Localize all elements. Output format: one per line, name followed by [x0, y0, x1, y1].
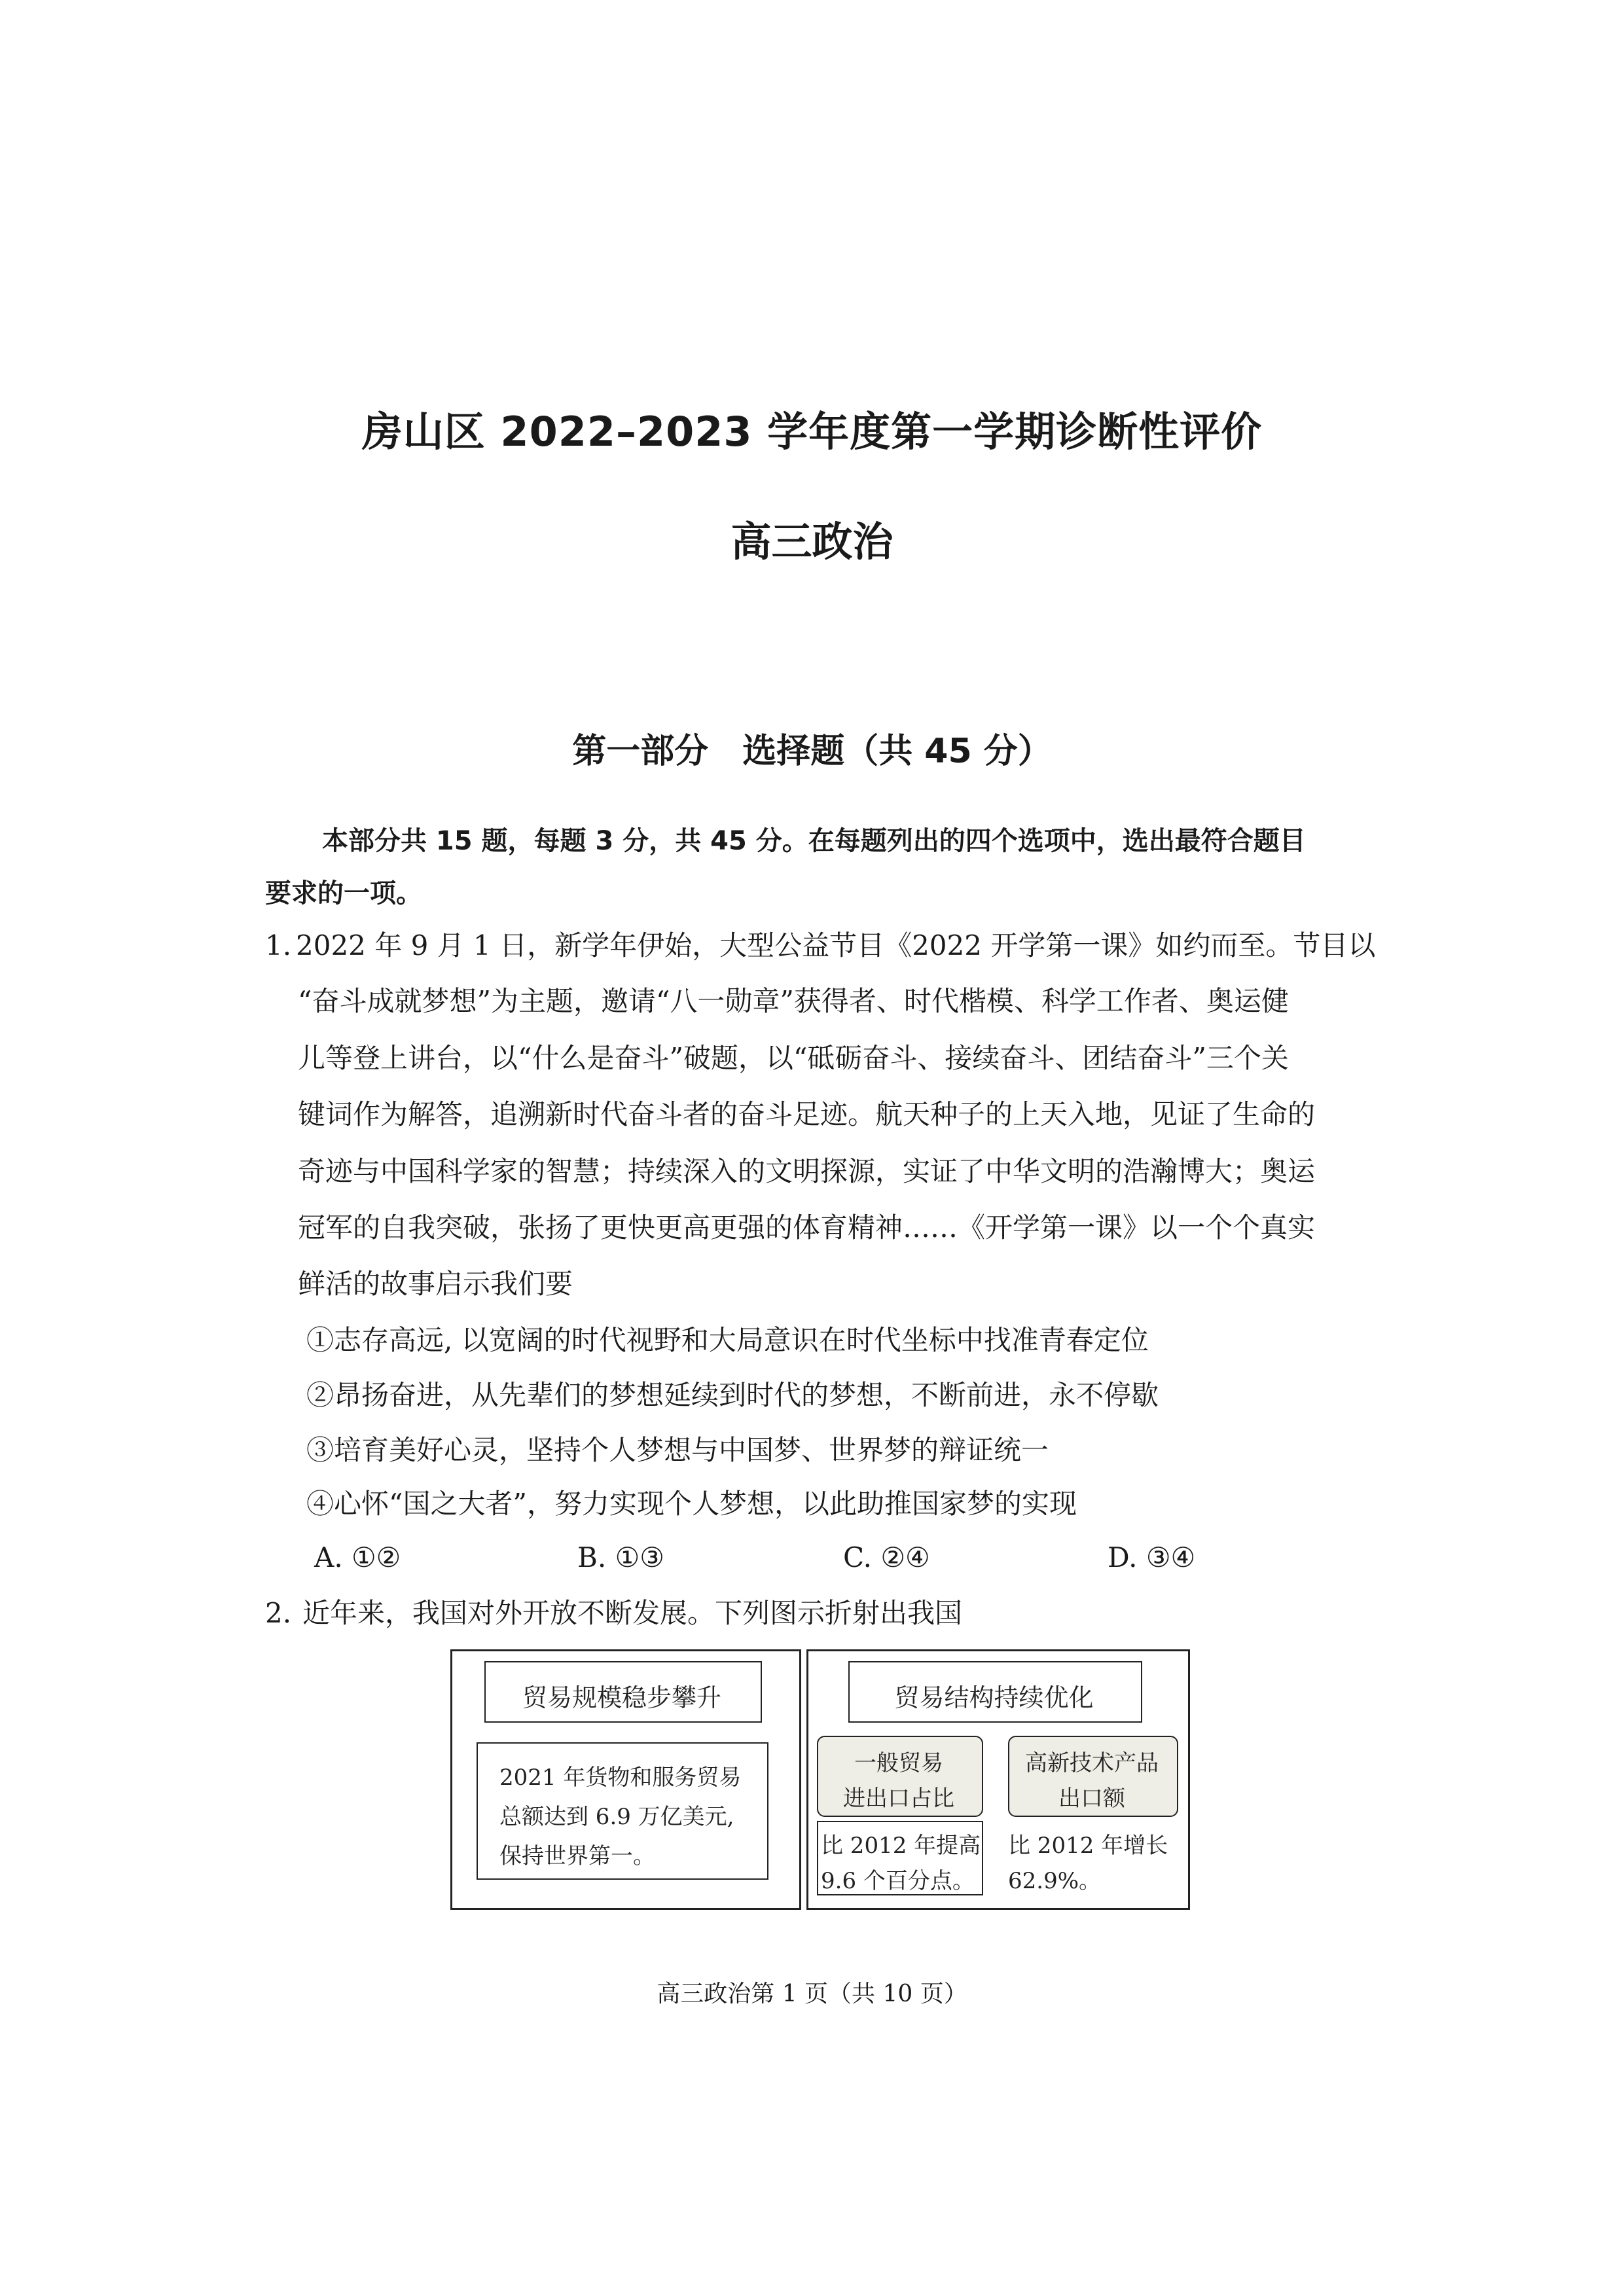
- section-instructions-cont: [265, 867, 1378, 920]
- section-heading: 第一部分 选择题（共 45 分）: [572, 732, 1052, 771]
- left-panel-text-line-3: 保持世界第一。: [499, 1843, 655, 1869]
- card2-value-line-1: 比 2012 年增长: [1008, 1833, 1168, 1859]
- card1-value-line-2: 9.6 个百分点。: [821, 1868, 975, 1894]
- question-1-statement-1: ①志存高远, 以宽阔的时代视野和大局意识在时代坐标中找准青春定位: [306, 1324, 1149, 1356]
- question-1-choice-d[interactable]: D. ③④: [1108, 1541, 1196, 1573]
- exam-title: 房山区 2022–2023 学年度第一学期诊断性评价: [361, 408, 1263, 456]
- question-1-choice-a[interactable]: A. ①②: [314, 1541, 401, 1573]
- card1-value-line-1: 比 2012 年提高: [821, 1833, 981, 1859]
- question-1-choice-c[interactable]: C. ②④: [843, 1541, 930, 1573]
- question-1-line-5: 奇迹与中国科学家的智慧；持续深入的文明探源，实证了中华文明的浩瀚博大；奥运: [298, 1155, 1316, 1187]
- question-1-line-7: 鲜活的故事启示我们要: [298, 1268, 573, 1300]
- question-1-line-3: 儿等登上讲台，以“什么是奋斗”破题，以“砥砺奋斗、接续奋斗、团结奋斗”三个关: [298, 1042, 1289, 1074]
- exam-subject: 高三政治: [731, 518, 893, 565]
- card1-label-line-2: 进出口占比: [843, 1785, 954, 1812]
- section-instructions: [322, 815, 1396, 867]
- left-panel-text-line-1: 2021 年货物和服务贸易: [499, 1765, 742, 1791]
- page-footer: 高三政治第 1 页（共 10 页）: [657, 1981, 967, 2007]
- question-1-line-2: “奋斗成就梦想”为主题，邀请“八一勋章”获得者、时代楷模、科学工作者、奥运健: [298, 985, 1289, 1017]
- question-1-statement-2: ②昂扬奋进，从先辈们的梦想延续到时代的梦想，不断前进，永不停歇: [306, 1379, 1159, 1411]
- card1-label-line-1: 一般贸易: [854, 1750, 943, 1776]
- question-1-choice-b[interactable]: B. ①③: [577, 1541, 664, 1573]
- question-2-line-1: 近年来，我国对外开放不断发展。下列图示折射出我国: [302, 1597, 963, 1629]
- question-1-line-1: 2022 年 9 月 1 日，新学年伊始，大型公益节目《2022 开学第一课》如约而至。节目以: [296, 929, 1376, 961]
- question-1-statement-4: ④心怀“国之大者”，努力实现个人梦想，以此助推国家梦的实现: [306, 1488, 1077, 1520]
- question-1-line-6: 冠军的自我突破，张扬了更快更高更强的体育精神……《开学第一课》以一个个真实: [298, 1211, 1316, 1244]
- left-panel-text-line-2: 总额达到 6.9 万亿美元,: [499, 1804, 734, 1830]
- question-2-number: 2.: [265, 1597, 292, 1629]
- card2-value-line-2: 62.9%。: [1008, 1868, 1102, 1894]
- left-panel-heading: 贸易规模稳步攀升: [522, 1683, 721, 1712]
- card2-label-line-2: 出口额: [1058, 1785, 1125, 1812]
- card2-label-line-1: 高新技术产品: [1025, 1750, 1159, 1776]
- instructions-line-1: 本部分共 15 题，每题 3 分，共 45 分。在每题列出的四个选项中，选出最符合题目: [322, 826, 1306, 856]
- instructions-line-2: 要求的一项。: [265, 878, 422, 908]
- right-panel-heading: 贸易结构持续优化: [894, 1683, 1094, 1712]
- question-1-number: 1.: [265, 929, 292, 961]
- question-1-statement-3: ③培育美好心灵，坚持个人梦想与中国梦、世界梦的辩证统一: [306, 1434, 1049, 1466]
- question-1-line-4: 键词作为解答，追溯新时代奋斗者的奋斗足迹。航天种子的上天入地，见证了生命的: [298, 1098, 1316, 1130]
